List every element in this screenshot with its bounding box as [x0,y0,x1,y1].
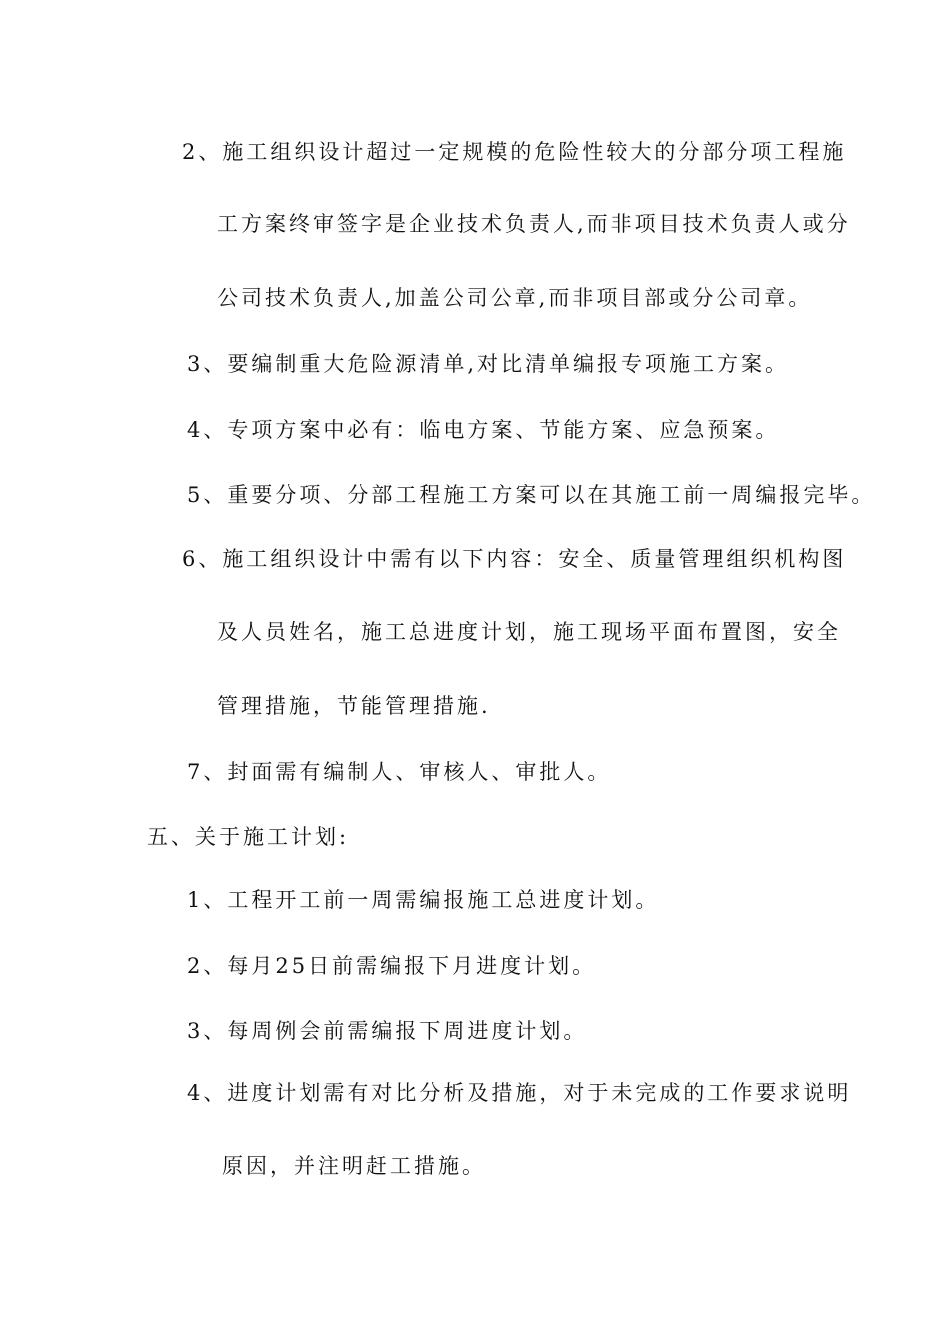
section-heading: 五、关于施工计划: [147,825,350,849]
paragraph-line-5: 4、专项方案中必有：临电方案、节能方案、应急预案。 [187,418,780,442]
paragraph-line-7: 6、施工组织设计中需有以下内容：安全、质量管理组织机构图 [182,547,847,571]
paragraph-line-4: 3、要编制重大危险源清单,对比清单编报专项施工方案。 [187,352,790,376]
paragraph-line-2: 工方案终审签字是企业技术负责人,而非项目技术负责人或分 [217,212,851,236]
paragraph-line-1: 2、施工组织设计超过一定规模的危险性较大的分部分项工程施 [182,140,847,164]
paragraph-line-15: 4、进度计划需有对比分析及措施，对于未完成的工作要求说明 [187,1081,852,1105]
paragraph-line-10: 7、封面需有编制人、审核人、审批人。 [187,760,612,784]
paragraph-line-6: 5、重要分项、分部工程施工方案可以在其施工前一周编报完毕。 [187,483,876,507]
paragraph-line-8: 及人员姓名，施工总进度计划，施工现场平面布置图，安全 [217,620,841,644]
paragraph-line-13: 2、每月25日前需编报下月进度计划。 [187,954,597,978]
paragraph-line-12: 1、工程开工前一周需编报施工总进度计划。 [187,888,660,912]
paragraph-line-9: 管理措施，节能管理措施. [217,694,491,718]
paragraph-line-3: 公司技术负责人,加盖公司公章,而非项目部或分公司章。 [217,286,813,310]
paragraph-line-16: 原因，并注明赶工措施。 [222,1154,486,1178]
paragraph-line-14: 3、每周例会前需编报下周进度计划。 [187,1019,588,1043]
